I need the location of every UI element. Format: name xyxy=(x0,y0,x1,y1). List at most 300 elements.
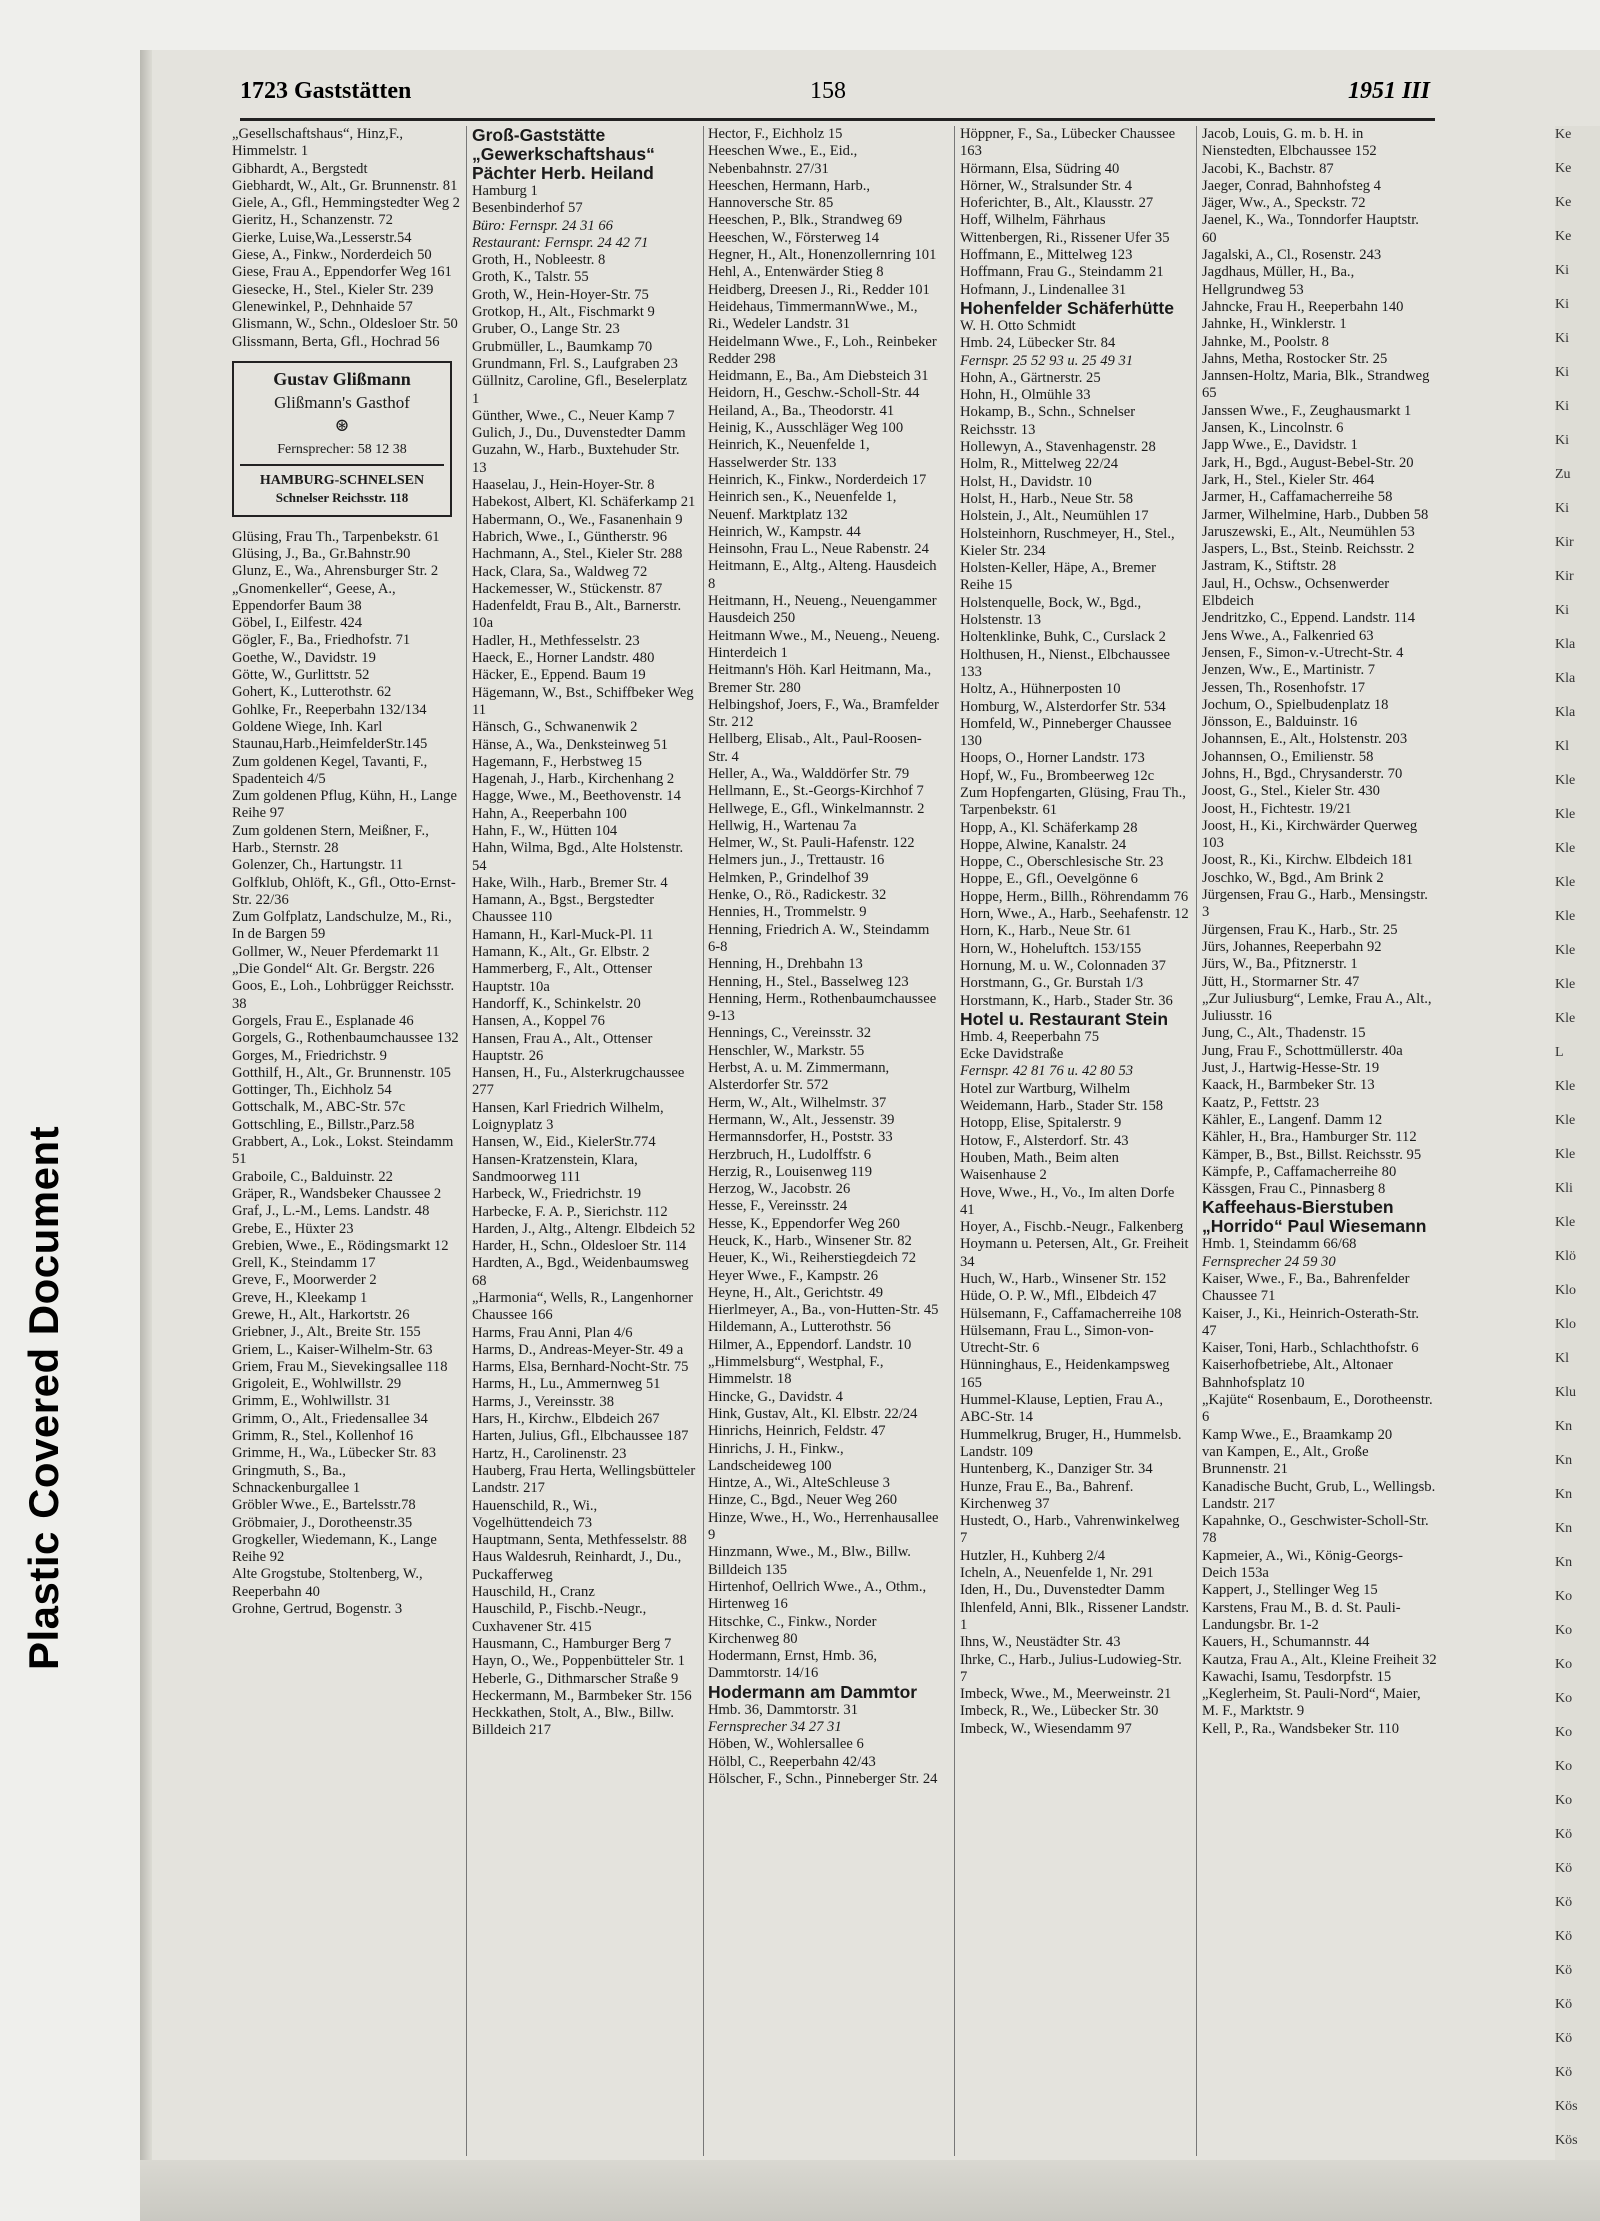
margin-fragment: Kn xyxy=(1555,1453,1573,1468)
directory-entry: Harms, H., Lu., Ammernweg 51 xyxy=(472,1376,661,1393)
directory-entry: Henning, Herm., Rothenbaumchaussee 9-13 xyxy=(708,990,940,1025)
directory-entry: Heinig, K., Ausschläger Weg 100 xyxy=(708,420,904,437)
directory-entry: „Himmelsburg“, Westphal, F., Himmelstr. 18 xyxy=(708,1354,888,1388)
directory-entry: Heckkathen, Stolt, A., Blw., Billw. Billdeich 217 xyxy=(472,1705,678,1739)
directory-entry: Heberle, G., Dithmarscher Straße 9 xyxy=(472,1670,679,1687)
directory-entry: Gögler, F., Ba., Friedhofstr. 71 xyxy=(232,632,411,649)
directory-entry: Johns, H., Bgd., Chrysanderstr. 70 xyxy=(1202,765,1403,782)
directory-entry: Hellwege, E., Gfl., Winkelmannstr. 2 xyxy=(708,800,925,817)
directory-entry: Herzog, W., Jacobstr. 26 xyxy=(708,1181,851,1198)
directory-entry: Hamann, A., Bgst., Bergstedter Chaussee 110 xyxy=(472,892,658,926)
directory-entry: Groth, W., Hein-Hoyer-Str. 75 xyxy=(472,286,649,303)
directory-entry: Hartz, H., Carolinenstr. 23 xyxy=(472,1445,627,1462)
margin-fragment: Kle xyxy=(1555,1215,1576,1230)
directory-entry: Helmer, W., St. Pauli-Hafenstr. 122 xyxy=(708,835,915,852)
directory-entry: Hörner, W., Stralsunder Str. 4 xyxy=(960,177,1133,194)
directory-entry: Helmken, P., Grindelhof 39 xyxy=(708,869,869,886)
margin-fragment: Kn xyxy=(1555,1555,1573,1570)
margin-fragment: Ko xyxy=(1555,1623,1573,1638)
directory-entry: Höben, W., Wohlersallee 6 xyxy=(708,1736,864,1753)
directory-entry: Grohne, Gertrud, Bogenstr. 3 xyxy=(232,1601,403,1618)
directory-entry: Hink, Gustav, Alt., Kl. Elbstr. 22/24 xyxy=(708,1405,918,1422)
directory-entry: Alte Grogstube, Stoltenberg, W., Reeperbahn 40 xyxy=(232,1566,427,1600)
column-divider xyxy=(703,126,704,2156)
directory-entry: Hutzler, H., Kuhberg 2/4 xyxy=(960,1547,1106,1564)
directory-entry: Karstens, Frau M., B. d. St. Pauli-Landungsbr. Br. 1-2 xyxy=(1202,1599,1401,1633)
directory-entry: Holstein, J., Alt., Neumühlen 17 xyxy=(960,508,1149,525)
directory-entry: Hirtenhof, Oellrich Wwe., A., Othm., Hirtenweg 16 xyxy=(708,1578,930,1613)
directory-entry: Hopp, A., Kl. Schäferkamp 28 xyxy=(960,819,1138,836)
margin-fragment: Kle xyxy=(1555,807,1576,822)
directory-entry: Holsten-Keller, Häpe, A., Bremer Reihe 15 xyxy=(960,560,1160,594)
business-detail: Fernsprecher 24 59 30 xyxy=(1202,1253,1336,1270)
business-detail: Hmb. 36, Dammtorstr. 31 xyxy=(708,1701,858,1718)
directory-entry: Herzig, R., Louisenweg 119 xyxy=(708,1163,873,1180)
margin-fragment: Kl xyxy=(1555,739,1569,754)
directory-entry: Hinze, C., Bgd., Neuer Weg 260 xyxy=(708,1492,898,1509)
directory-entry: Hinrichs, Heinrich, Feldstr. 47 xyxy=(708,1423,886,1440)
directory-entry: Giese, Frau A., Eppendorfer Weg 161 xyxy=(232,264,452,281)
directory-entry: Grimm, R., Stel., Kollenhof 16 xyxy=(232,1428,414,1445)
directory-entry: Haus Waldesruh, Reinhardt, J., Du., Puckafferweg xyxy=(472,1549,685,1583)
margin-fragment: Kla xyxy=(1555,671,1576,686)
directory-entry: Hackemesser, W., Stückenstr. 87 xyxy=(472,580,663,597)
directory-entry: Goldene Wiege, Inh. Karl Staunau,Harb.,HeimfelderStr.145 xyxy=(232,718,428,753)
directory-entry: Jessen, Th., Rosenhofstr. 17 xyxy=(1202,679,1366,696)
margin-fragment: Ki xyxy=(1555,365,1569,380)
directory-entry: Hofmann, J., Lindenallee 31 xyxy=(960,281,1127,298)
directory-entry: Gottinger, Th., Eichholz 54 xyxy=(232,1082,392,1099)
directory-entry: Henschler, W., Markstr. 55 xyxy=(708,1042,865,1059)
directory-entry: Heeschen, Hermann, Harb., Hannoversche Str. 85 xyxy=(708,177,874,212)
directory-entry: Gohlke, Fr., Reeperbahn 132/134 xyxy=(232,701,427,718)
directory-entry: Japp Wwe., E., Davidstr. 1 xyxy=(1202,437,1358,454)
ad-subtitle: Glißmann's Gasthof xyxy=(274,393,410,413)
ad-title: Gustav Glißmann xyxy=(273,368,411,389)
directory-entry: Jaenel, K., Wa., Tonndorfer Hauptstr. 60 xyxy=(1202,212,1423,246)
directory-entry: Holst, H., Harb., Neue Str. 58 xyxy=(960,490,1134,507)
directory-entry: Kaiserhofbetriebe, Alt., Altonaer Bahnhofsplatz 10 xyxy=(1202,1357,1397,1391)
directory-entry: „Gesellschaftshaus“, Hinz,F., Himmelstr. 1 xyxy=(232,126,407,160)
directory-entry: Hopf, W., Fu., Brombeerweg 12c xyxy=(960,767,1155,784)
directory-entry: Heinrich, K., Neuenfelde 1, Hasselwerder Str. 133 xyxy=(708,437,874,471)
directory-entry: Jäger, Ww., A., Speckstr. 72 xyxy=(1202,195,1366,212)
business-heading: Kaffeehaus-Bierstuben „Horrido“ Paul Wiesemann xyxy=(1202,1197,1427,1237)
directory-entry: Harbeck, W., Friedrichstr. 19 xyxy=(472,1186,642,1203)
directory-entry: Heitmann, E., Altg., Alteng. Hausdeich 8 xyxy=(708,558,941,592)
directory-entry: Harden, J., Altg., Altengr. Elbdeich 52 xyxy=(472,1220,696,1237)
directory-entry: Houben, Math., Beim alten Waisenhause 2 xyxy=(960,1149,1123,1184)
header-left: 1723 Gaststätten xyxy=(240,78,412,104)
directory-entry: Herm, W., Alt., Wilhelmstr. 37 xyxy=(708,1094,887,1111)
margin-fragment: Kle xyxy=(1555,943,1576,958)
directory-entry: Guzahn, W., Harb., Buxtehuder Str. 13 xyxy=(472,442,684,476)
directory-entry: Goethe, W., Davidstr. 19 xyxy=(232,649,376,666)
directory-entry: Jung, C., Alt., Thadenstr. 15 xyxy=(1202,1025,1366,1042)
directory-entry: Hölbl, C., Reeperbahn 42/43 xyxy=(708,1753,876,1770)
margin-fragment: Ki xyxy=(1555,331,1569,346)
directory-entry: Heidmann, E., Ba., Am Diebsteich 31 xyxy=(708,368,929,385)
directory-entry: Hilmer, A., Eppendorf. Landstr. 10 xyxy=(708,1336,912,1353)
margin-fragment: Ki xyxy=(1555,399,1569,414)
margin-fragment: Ke xyxy=(1555,195,1572,210)
directory-entry: Häcker, E., Eppend. Baum 19 xyxy=(472,667,646,684)
business-detail: Hmb. 24, Lübecker Str. 84 xyxy=(960,335,1116,352)
directory-entry: Hüde, O. P. W., Mfl., Elbdeich 47 xyxy=(960,1288,1157,1305)
directory-entry: Heyne, H., Alt., Gerichtstr. 49 xyxy=(708,1284,884,1301)
directory-entry: Horn, W., Hoheluftch. 153/155 xyxy=(960,940,1142,957)
directory-entry: Heuck, K., Harb., Winsener Str. 82 xyxy=(708,1233,912,1249)
margin-fragment: Ke xyxy=(1555,161,1572,176)
directory-entry: Ihlenfeld, Anni, Blk., Rissener Landstr. 1 xyxy=(960,1599,1193,1633)
directory-entry: Jacob, Louis, G. m. b. H. in Nienstedten, Elbchaussee 152 xyxy=(1202,126,1377,160)
directory-entry: Just, J., Hartwig-Hesse-Str. 19 xyxy=(1202,1060,1380,1077)
directory-entry: Kaiser, Wwe., F., Ba., Bahrenfelder Chaussee 71 xyxy=(1202,1271,1414,1305)
directory-entry: Hörmann, Elsa, Südring 40 xyxy=(960,160,1120,177)
directory-entry: „Zur Juliusburg“, Lemke, Frau A., Alt., Juliusstr. 16 xyxy=(1202,990,1436,1025)
directory-entry: Heinrich, W., Kampstr. 44 xyxy=(708,523,861,540)
margin-fragment: Kle xyxy=(1555,773,1576,788)
directory-entry: Heeschen, P., Blk., Strandweg 69 xyxy=(708,212,903,229)
directory-entry: Hierlmeyer, A., Ba., von-Hutten-Str. 45 xyxy=(708,1302,939,1319)
directory-entry: Hauschild, H., Cranz xyxy=(472,1584,595,1601)
directory-entry: Jark, H., Stel., Kieler Str. 464 xyxy=(1202,471,1375,488)
directory-entry: Habermann, O., We., Fasanenhain 9 xyxy=(472,511,683,528)
directory-entry: Gollmer, W., Neuer Pferdemarkt 11 xyxy=(232,943,440,960)
directory-entry: Horn, Wwe., A., Harb., Seehafenstr. 12 xyxy=(960,906,1189,923)
directory-entry: Hadenfeldt, Frau B., Alt., Barnerstr. 10a xyxy=(472,598,685,632)
directory-entry: Kähler, H., Bra., Hamburger Str. 112 xyxy=(1202,1129,1417,1146)
directory-entry: Jark, H., Bgd., August-Bebel-Str. 20 xyxy=(1202,454,1414,471)
directory-entry: Jürs, Johannes, Reeperbahn 92 xyxy=(1202,938,1382,955)
directory-entry: Grabbert, A., Lok., Lokst. Steindamm 51 xyxy=(232,1134,457,1168)
directory-entry: Hänse, A., Wa., Denksteinweg 51 xyxy=(472,736,668,753)
page-bottom-shadow xyxy=(140,2160,1600,2221)
directory-entry: Heinrich, K., Finkw., Norderdeich 17 xyxy=(708,471,927,488)
directory-entry: Kämpfe, P., Caffamacherreihe 80 xyxy=(1202,1163,1397,1180)
business-detail: Ecke Davidstraße xyxy=(960,1046,1064,1063)
ad-street: Schnelser Reichsstr. 118 xyxy=(275,490,409,506)
directory-entry: „Kajüte“ Rosenbaum, E., Dorotheenstr. 6 xyxy=(1202,1392,1437,1426)
directory-entry: Hake, Wilh., Harb., Bremer Str. 4 xyxy=(472,874,668,891)
margin-fragment: Ko xyxy=(1555,1759,1573,1774)
directory-entry: Hägemann, W., Bst., Schiffbeker Weg 11 xyxy=(472,684,698,718)
directory-entry: Hoff, Wilhelm, Fährhaus Wittenbergen, Ri., Rissener Ufer 35 xyxy=(960,212,1170,246)
directory-entry: Groth, K., Talstr. 55 xyxy=(472,269,589,286)
directory-entry: Henke, O., Rö., Radickestr. 32 xyxy=(708,887,887,904)
directory-entry: Imbeck, Wwe., M., Meerweinstr. 21 xyxy=(960,1686,1172,1703)
directory-entry: Hunze, Frau E., Ba., Bahrenf. Kirchenweg 37 xyxy=(960,1478,1138,1512)
margin-fragment: Kla xyxy=(1555,637,1576,652)
directory-entry: Hermannsdorfer, H., Poststr. 33 xyxy=(708,1129,893,1146)
directory-entry: Jaul, H., Ochsw., Ochsenwerder Elbdeich xyxy=(1202,575,1393,610)
margin-fragment: Klu xyxy=(1555,1385,1576,1400)
directory-entry: Gibhardt, A., Bergstedt xyxy=(232,160,368,177)
margin-fragment: Kös xyxy=(1555,2133,1578,2148)
directory-entry: Hesse, K., Eppendorfer Weg 260 xyxy=(708,1215,900,1232)
directory-entry: Holsteinhorn, Ruschmeyer, H., Stel., Kieler Str. 234 xyxy=(960,525,1179,559)
directory-entry: Zum Golfplatz, Landschulze, M., Ri., In de Bargen 59 xyxy=(232,909,456,943)
directory-entry: Jahnke, M., Poolstr. 8 xyxy=(1202,333,1329,350)
column-2 xyxy=(472,126,697,2166)
margin-fragment: L xyxy=(1555,1045,1564,1060)
margin-fragment: Ki xyxy=(1555,263,1569,278)
directory-entry: Haeck, E., Horner Landstr. 480 xyxy=(472,650,655,667)
directory-entry: Hahn, A., Reeperbahn 100 xyxy=(472,805,627,822)
margin-fragment: Kla xyxy=(1555,705,1576,720)
margin-fragment: Kö xyxy=(1555,1861,1573,1876)
directory-entry: Kaiser, J., Ki., Heinrich-Osterath-Str. 47 xyxy=(1202,1305,1423,1339)
directory-entry: Hauschild, P., Fischb.-Neugr., Cuxhavener Str. 415 xyxy=(472,1601,650,1635)
directory-entry: Zum goldenen Stern, Meißner, F., Harb., Sternstr. 28 xyxy=(232,822,433,856)
directory-entry: Greve, H., Kleekamp 1 xyxy=(232,1289,368,1306)
column-1 xyxy=(232,126,460,2166)
directory-entry: Helmers jun., J., Trettaustr. 16 xyxy=(708,852,885,869)
directory-entry: Gottschling, E., Billstr.,Parz.58 xyxy=(232,1116,415,1133)
directory-entry: Grundmann, Frl. S., Laufgraben 23 xyxy=(472,355,678,372)
directory-entry: Giese, A., Finkw., Norderdeich 50 xyxy=(232,247,432,264)
directory-entry: Hoffmann, E., Mittelweg 123 xyxy=(960,247,1133,264)
directory-entry: Grewe, H., Alt., Harkortstr. 26 xyxy=(232,1307,410,1323)
directory-entry: Henning, H., Drehbahn 13 xyxy=(708,956,863,973)
directory-entry: Henning, Friedrich A. W., Steindamm 6-8 xyxy=(708,921,933,955)
directory-entry: Johannsen, O., Emilienstr. 58 xyxy=(1202,748,1374,765)
margin-fragment: Kli xyxy=(1555,1181,1573,1196)
directory-entry: Gräper, R., Wandsbeker Chaussee 2 xyxy=(232,1185,442,1202)
directory-entry: Ihrke, C., Harb., Julius-Ludowieg-Str. 7 xyxy=(960,1651,1186,1685)
directory-entry: Jensen, F., Simon-v.-Utrecht-Str. 4 xyxy=(1202,644,1404,661)
directory-entry: Hinze, Wwe., H., Wo., Herrenhausallee 9 xyxy=(708,1509,943,1544)
directory-entry: Hennies, H., Trommelstr. 9 xyxy=(708,904,867,921)
directory-entry: Jürs, W., Ba., Pfitznerstr. 1 xyxy=(1202,956,1358,973)
margin-fragment: Kö xyxy=(1555,1929,1573,1944)
margin-fragment: Ki xyxy=(1555,501,1569,516)
directory-entry: Hansen, H., Fu., Alsterkrugchaussee 277 xyxy=(472,1065,689,1099)
directory-entry: Heeschen, W., Försterweg 14 xyxy=(708,229,880,246)
directory-entry: Harms, Elsa, Bernhard-Nocht-Str. 75 xyxy=(472,1359,689,1376)
directory-entry: Jahns, Metha, Rostocker Str. 25 xyxy=(1202,350,1388,367)
ad-emblem: ⊛ xyxy=(334,415,350,436)
directory-entry: Zum goldenen Pflug, Kühn, H., Lange Reihe 97 xyxy=(232,788,461,822)
directory-entry: Jahnke, H., Winklerstr. 1 xyxy=(1202,316,1347,333)
directory-entry: Hachmann, A., Stel., Kieler Str. 288 xyxy=(472,546,683,563)
directory-entry: Hinrichs, J. H., Finkw., Landscheideweg 100 xyxy=(708,1440,848,1474)
margin-fragment: Kle xyxy=(1555,875,1576,890)
directory-entry: Glismann, W., Schn., Oldesloer Str. 50 xyxy=(232,316,458,333)
page-number: 158 xyxy=(810,78,846,104)
directory-entry: Kämper, B., Bst., Billst. Reichsstr. 95 xyxy=(1202,1146,1422,1163)
column-divider xyxy=(1196,126,1197,2156)
directory-entry: Gieritz, H., Schanzenstr. 72 xyxy=(232,212,393,229)
directory-entry: Kähler, E., Langenf. Damm 12 xyxy=(1202,1111,1383,1128)
business-heading: Hohenfelder Schäferhütte xyxy=(960,297,1174,318)
directory-entry: Hollewyn, A., Stavenhagenstr. 28 xyxy=(960,439,1156,456)
header-rule xyxy=(240,118,1435,121)
margin-fragment: Ke xyxy=(1555,127,1572,142)
directory-entry: Kaack, H., Barmbeker Str. 13 xyxy=(1202,1077,1375,1094)
directory-entry: Heinrich sen., K., Neuenfelde 1, Neuenf. Marktplatz 132 xyxy=(708,489,901,523)
ad-phone: Fernsprecher: 58 12 38 xyxy=(277,441,407,457)
margin-fragment: Kle xyxy=(1555,1147,1576,1162)
directory-entry: „Keglerheim, St. Pauli-Nord“, Maier, M. F., Marktstr. 9 xyxy=(1202,1686,1425,1720)
margin-fragment: Kö xyxy=(1555,1997,1573,2012)
directory-entry: Hahn, Wilma, Bgd., Alte Holstenstr. 54 xyxy=(472,840,687,874)
directory-entry: Gringmuth, S., Ba., Schnackenburgallee 1 xyxy=(232,1462,361,1496)
directory-entry: Icheln, A., Neuenfelde 1, Nr. 291 xyxy=(960,1565,1154,1582)
directory-entry: Grotkop, H., Alt., Fischmarkt 9 xyxy=(472,304,655,321)
directory-entry: Güllnitz, Caroline, Gfl., Beselerplatz 1 xyxy=(472,373,691,407)
margin-fragment: Ko xyxy=(1555,1691,1573,1706)
directory-entry: Hauenschild, R., Wi., Vogelhüttendeich 73 xyxy=(472,1497,601,1531)
directory-entry: Joost, H., Fichtestr. 19/21 xyxy=(1202,800,1352,817)
directory-entry: Johannsen, E., Alt., Holstenstr. 203 xyxy=(1202,731,1408,748)
business-detail: Hmb. 1, Steindamm 66/68 xyxy=(1202,1236,1357,1253)
header-right: 1951 III xyxy=(1347,78,1430,104)
directory-entry: Gohert, K., Lutterothstr. 62 xyxy=(232,684,392,701)
directory-entry: Kässgen, Frau C., Pinnasberg 8 xyxy=(1202,1181,1386,1198)
directory-entry: Kappert, J., Stellinger Weg 15 xyxy=(1202,1582,1378,1599)
directory-entry: Gorges, M., Friedrichstr. 9 xyxy=(232,1047,387,1064)
directory-entry: Jung, Frau F., Schottmüllerstr. 40a xyxy=(1202,1042,1403,1059)
directory-entry: Hotow, F., Alsterdorf. Str. 43 xyxy=(960,1132,1129,1149)
directory-entry: Hülsemann, F., Caffamacherreihe 108 xyxy=(960,1305,1182,1322)
directory-entry: Giele, A., Gfl., Hemmingstedter Weg 2 xyxy=(232,195,460,212)
directory-entry: Joost, R., Ki., Kirchw. Elbdeich 181 xyxy=(1202,852,1414,869)
business-detail: Fernsprecher 34 27 31 xyxy=(708,1719,842,1736)
directory-entry: Griebner, J., Alt., Breite Str. 155 xyxy=(232,1324,421,1341)
directory-entry: Graboile, C., Balduinstr. 22 xyxy=(232,1168,393,1185)
directory-entry: Jürgensen, Frau K., Harb., Str. 25 xyxy=(1202,921,1398,938)
directory-entry: Jansen, K., Lincolnstr. 6 xyxy=(1202,420,1344,437)
margin-fragment: Ki xyxy=(1555,297,1569,312)
directory-entry: Habekost, Albert, Kl. Schäferkamp 21 xyxy=(472,494,696,511)
margin-fragment: Kle xyxy=(1555,1113,1576,1128)
directory-entry: Hardten, A., Bgd., Weidenbaumsweg 68 xyxy=(472,1255,693,1289)
directory-entry: Kanadische Bucht, Grub, L., Wellingsb. Landstr. 217 xyxy=(1202,1478,1439,1512)
margin-fragment: Kle xyxy=(1555,909,1576,924)
directory-entry: Hayn, O., We., Poppenbütteler Str. 1 xyxy=(472,1653,685,1670)
directory-entry: Hotopp, Elise, Spitalerstr. 9 xyxy=(960,1115,1122,1132)
directory-entry: Iden, H., Du., Duvenstedter Damm xyxy=(960,1582,1165,1599)
directory-entry: Grell, K., Steindamm 17 xyxy=(232,1255,376,1272)
margin-fragment: Ko xyxy=(1555,1589,1573,1604)
directory-entry: Hitschke, C., Finkw., Norder Kirchenweg 80 xyxy=(708,1613,881,1647)
directory-entry: Jürgensen, Frau G., Harb., Mensingstr. 3 xyxy=(1202,887,1432,921)
business-detail: Besenbinderhof 57 xyxy=(472,200,583,217)
directory-entry: Greve, F., Moorwerder 2 xyxy=(232,1272,377,1289)
page-edge xyxy=(140,50,152,2221)
margin-fragment: Kir xyxy=(1555,569,1574,584)
directory-entry: Hoppe, Alwine, Kanalstr. 24 xyxy=(960,836,1127,853)
directory-entry: Jendritzko, C., Eppend. Landstr. 114 xyxy=(1202,610,1416,627)
directory-entry: Jagdhaus, Müller, H., Ba., Hellgrundweg 53 xyxy=(1202,264,1358,298)
directory-entry: „Harmonia“, Wells, R., Langenhorner Chaussee 166 xyxy=(472,1290,697,1324)
side-label: Plastic Covered Document xyxy=(20,1125,67,1670)
directory-entry: Gottschalk, M., ABC-Str. 57c xyxy=(232,1099,406,1116)
directory-entry: Herzbruch, H., Ludolffstr. 6 xyxy=(708,1146,872,1163)
directory-entry: Kapmeier, A., Wi., König-Georgs-Deich 153a xyxy=(1202,1547,1403,1582)
directory-entry: Grimme, H., Wa., Lübecker Str. 83 xyxy=(232,1445,437,1462)
directory-entry: Hauptmann, Senta, Methfesselstr. 88 xyxy=(472,1532,687,1549)
directory-entry: Hincke, G., Davidstr. 4 xyxy=(708,1388,843,1405)
margin-fragment: Ko xyxy=(1555,1725,1573,1740)
business-detail: Hamburg 1 xyxy=(472,183,538,199)
directory-entry: Imbeck, R., We., Lübecker Str. 30 xyxy=(960,1703,1159,1720)
directory-entry: Hehl, A., Entenwärder Stieg 8 xyxy=(708,264,884,281)
directory-entry: Jarmer, H., Caffamacherreihe 58 xyxy=(1202,489,1393,506)
directory-entry: Hornung, M. u. W., Colonnaden 37 xyxy=(960,957,1166,974)
directory-entry: Hansen, W., Eid., KielerStr.774 xyxy=(472,1134,656,1151)
directory-entry: Hennings, C., Vereinsstr. 32 xyxy=(708,1025,872,1042)
directory-entry: Hauberg, Frau Herta, Wellingsbütteler Landstr. 217 xyxy=(472,1462,699,1497)
directory-entry: Jaeger, Conrad, Bahnhofsteg 4 xyxy=(1202,177,1381,194)
directory-entry: Jacobi, K., Bachstr. 87 xyxy=(1202,160,1334,177)
directory-entry: Graf, J., L.-M., Lems. Landstr. 48 xyxy=(232,1203,430,1220)
directory-entry: Jarmer, Wilhelmine, Harb., Dubben 58 xyxy=(1202,506,1429,523)
margin-fragment: Ko xyxy=(1555,1793,1573,1808)
directory-entry: Hamann, H., Karl-Muck-Pl. 11 xyxy=(472,926,654,943)
margin-fragment: Kn xyxy=(1555,1487,1573,1502)
directory-entry: Grigoleit, E., Wohlwillstr. 29 xyxy=(232,1376,402,1393)
directory-entry: Hagemann, F., Herbstweg 15 xyxy=(472,753,642,770)
directory-entry: „Die Gondel“ Alt. Gr. Bergstr. 226 xyxy=(232,961,435,978)
directory-entry: Glüsing, J., Ba., Gr.Bahnstr.90 xyxy=(232,545,411,562)
directory-entry: Kawachi, Isamu, Tesdorpfstr. 15 xyxy=(1202,1668,1392,1685)
directory-entry: Heyer Wwe., F., Kampstr. 26 xyxy=(708,1267,879,1284)
directory-entry: Hoppe, C., Oberschlesische Str. 23 xyxy=(960,854,1164,871)
column-3 xyxy=(708,126,944,2166)
directory-entry: Hellberg, Elisab., Alt., Paul-Roosen-Str. 4 xyxy=(708,731,922,765)
directory-entry: Hausmann, C., Hamburger Berg 7 xyxy=(472,1635,672,1652)
business-detail: W. H. Otto Schmidt xyxy=(960,317,1076,334)
margin-fragment: Kle xyxy=(1555,1079,1576,1094)
directory-entry: Jastram, K., Stiftstr. 28 xyxy=(1202,558,1337,575)
directory-entry: Jaruszewski, E., Alt., Neumühlen 53 xyxy=(1202,523,1415,540)
directory-entry: Grubmüller, L., Baumkamp 70 xyxy=(472,338,653,355)
margin-fragment: Zu xyxy=(1555,467,1571,482)
directory-entry: Hinzmann, Wwe., M., Blw., Billw. Billdeich 135 xyxy=(708,1544,915,1578)
directory-entry: Göbel, I., Eilfestr. 424 xyxy=(232,615,363,632)
column-4 xyxy=(960,126,1193,2166)
directory-entry: Hahn, F., W., Hütten 104 xyxy=(472,822,618,839)
directory-entry: Herbst, A. u. M. Zimmermann, Alsterdorfer Str. 572 xyxy=(708,1060,893,1094)
directory-entry: Griem, L., Kaiser-Wilhelm-Str. 63 xyxy=(232,1341,433,1358)
directory-entry: Ihns, W., Neustädter Str. 43 xyxy=(960,1634,1121,1651)
directory-entry: Kamp Wwe., E., Braamkamp 20 xyxy=(1202,1426,1393,1443)
directory-entry: Hagge, Wwe., M., Beethovenstr. 14 xyxy=(472,788,681,805)
margin-fragment: Kös xyxy=(1555,2099,1578,2114)
directory-entry: Horstmann, K., Harb., Stader Str. 36 xyxy=(960,992,1173,1009)
directory-entry: Hintze, A., Wi., AlteSchleuse 3 xyxy=(708,1475,890,1492)
directory-entry: Grogkeller, Wiedemann, K., Lange Reihe 92 xyxy=(232,1531,441,1566)
directory-entry: Hamann, K., Alt., Gr. Elbstr. 2 xyxy=(472,944,650,961)
directory-entry: Hector, F., Eichholz 15 xyxy=(708,126,843,142)
directory-entry: Jens Wwe., A., Falkenried 63 xyxy=(1202,627,1374,644)
directory-entry: Holst, H., Davidstr. 10 xyxy=(960,473,1092,490)
directory-entry: Höppner, F., Sa., Lübecker Chaussee 163 xyxy=(960,126,1179,160)
directory-entry: Haaselau, J., Hein-Hoyer-Str. 8 xyxy=(472,477,655,494)
directory-entry: Gierke, Luise,Wa.,Lesserstr.54 xyxy=(232,229,412,246)
page-header xyxy=(240,70,1430,120)
directory-entry: Janssen Wwe., F., Zeughausmarkt 1 xyxy=(1202,402,1412,419)
margin-fragment: Kle xyxy=(1555,977,1576,992)
directory-entry: Glenewinkel, P., Dehnhaide 57 xyxy=(232,298,413,315)
directory-entry: Joost, H., Ki., Kirchwärder Querweg 103 xyxy=(1202,817,1421,852)
directory-entry: Hansen, Frau A., Alt., Ottenser Hauptstr. 26 xyxy=(472,1030,657,1064)
margin-fragment: Kö xyxy=(1555,2065,1573,2080)
margin-fragment: Kle xyxy=(1555,841,1576,856)
directory-entry: Glunz, E., Wa., Ahrensburger Str. 2 xyxy=(232,563,439,580)
